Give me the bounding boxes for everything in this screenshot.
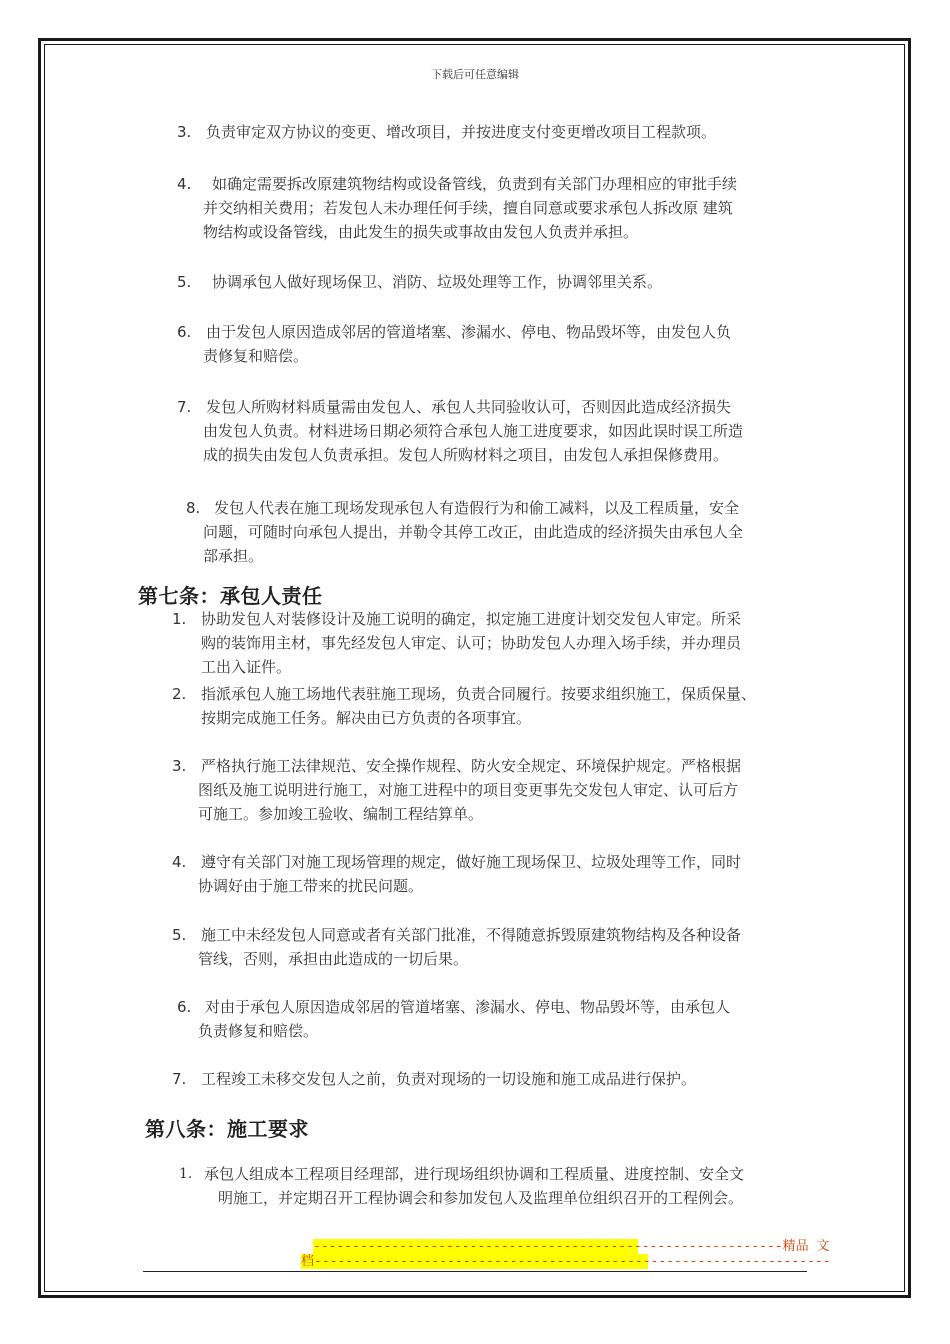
- item-number: 3.: [172, 757, 187, 775]
- item-line: 明施工，并定期召开工程协调会和参加发包人及监理单位组织召开的工程例会。: [218, 1189, 744, 1207]
- item-line: 图纸及施工说明进行施工，对施工进程中的项目变更事先交发包人审定、认可后方: [198, 781, 739, 799]
- item-line: 发包人所购材料质量需由发包人、承包人共同验收认可，否则因此造成经济损失: [206, 398, 732, 416]
- item-line: 购的装饰用主材，事先经发包人审定、认可；协助发包人办理入场手续，并办理员: [201, 634, 742, 652]
- item-line: 如确定需要拆改原建筑物结构或设备管线，负责到有关部门办理相应的审批手续: [212, 175, 738, 193]
- item-line: 严格执行施工法律规范、安全操作规程、防火安全规定、环境保护规定。严格根据: [201, 757, 742, 775]
- item-number: 5.: [172, 926, 187, 944]
- item-line: 协助发包人对装修设计及施工说明的确定，拟定施工进度计划交发包人审定。所采: [201, 610, 742, 628]
- item-line: 可施工。参加竣工验收、编制工程结算单。: [198, 805, 484, 823]
- item-line: 管线，否则，承担由此造成的一切后果。: [198, 950, 469, 968]
- item-number: 8.: [186, 499, 201, 517]
- item-line: 成的损失由发包人负责承担。发包人所购材料之项目，由发包人承担保修费用。: [203, 446, 729, 464]
- item-number: 5.: [177, 273, 192, 291]
- page-header: 下载后可任意编辑: [431, 68, 519, 81]
- item-line: 协调承包人做好现场保卫、消防、垃圾处理等工作，协调邻里关系。: [212, 273, 663, 291]
- item-line: 工程竣工未移交发包人之前，负责对现场的一切设施和施工成品进行保护。: [201, 1070, 697, 1088]
- section7-heading: 第七条：承包人责任: [138, 584, 323, 608]
- item-line: 工出入证件。: [201, 658, 292, 676]
- item-line: 施工中未经发包人同意或者有关部门批准，不得随意拆毁原建筑物结构及各种设备: [201, 926, 742, 944]
- item-line: 对由于承包人原因造成邻居的管道堵塞、渗漏水、停电、物品毁坏等，由承包人: [205, 998, 731, 1016]
- footer-rule: [143, 1271, 807, 1272]
- item-number: 7.: [172, 1070, 187, 1088]
- item-line: 承包人组成本工程项目经理部，进行现场组织协调和工程质量、进度控制、安全文: [204, 1165, 745, 1183]
- item-line: 按期完成施工任务。解决由已方负责的各项事宜。: [201, 709, 532, 727]
- item-line: 并交纳相关费用；若发包人未办理任何手续，擅自同意或要求承包人拆改原 建筑: [203, 199, 733, 217]
- item-line: 由于发包人原因造成邻居的管道堵塞、渗漏水、停电、物品毁坏等，由发包人负: [206, 323, 732, 341]
- item-line: 物结构或设备管线，由此发生的损失或事故由发包人负责并承担。: [203, 223, 639, 241]
- item-line: 由发包人负责。材料进场日期必须符合承包人施工进度要求，如因此误时误工所造: [203, 422, 744, 440]
- item-line: 发包人代表在施工现场发现承包人有造假行为和偷工减料，以及工程质量，安全: [214, 499, 740, 517]
- footer-watermark-line1: ------------------------------------------------------------精品 文: [313, 1239, 830, 1254]
- footer-watermark-line2: 档------------------------------------------------------------------: [301, 1254, 831, 1269]
- item-number: 1.: [179, 1166, 193, 1182]
- item-line: 部承担。: [203, 547, 264, 565]
- item-line: 负责修复和赔偿。: [198, 1022, 319, 1040]
- item-number: 4.: [177, 175, 192, 193]
- item-line: 责修复和赔偿。: [203, 347, 309, 365]
- item-number: 7.: [177, 398, 192, 416]
- item-number: 2.: [172, 685, 187, 703]
- item-line: 问题，可随时向承包人提出，并勒令其停工改正，由此造成的经济损失由承包人全: [203, 523, 744, 541]
- item-number: 4.: [172, 853, 187, 871]
- item-number: 3.: [177, 123, 192, 141]
- item-line: 协调好由于施工带来的扰民问题。: [198, 877, 424, 895]
- item-line: 遵守有关部门对施工现场管理的规定，做好施工现场保卫、垃圾处理等工作，同时: [201, 853, 742, 871]
- item-number: 6.: [177, 998, 192, 1016]
- item-line: 指派承包人施工场地代表驻施工现场，负责合同履行。按要求组织施工，保质保量、: [201, 685, 757, 703]
- item-number: 6.: [177, 323, 192, 341]
- item-number: 1.: [172, 610, 187, 628]
- section8-heading: 第八条：施工要求: [145, 1117, 309, 1141]
- item-line: 负责审定双方协议的变更、增改项目，并按进度支付变更增改项目工程款项。: [206, 123, 717, 141]
